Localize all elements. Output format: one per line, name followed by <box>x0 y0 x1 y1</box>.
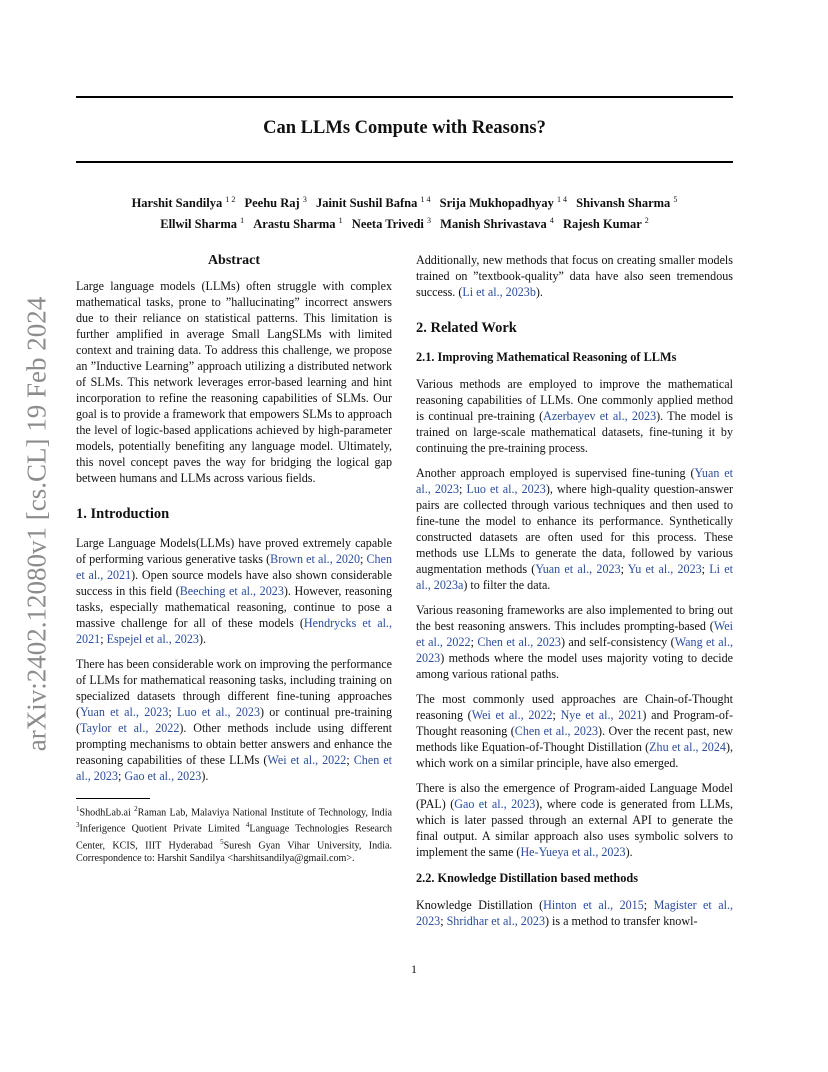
citation-link[interactable]: Wei et al., 2022 <box>416 619 733 649</box>
text-run: ), where code is generated from LLMs, which is later passed through an external API to generate the final output. A similar approach also uses symbolic solvers to implement the same ( <box>416 797 733 859</box>
section-heading-related-work: 2. Related Work <box>416 320 517 336</box>
paragraph <box>76 535 392 647</box>
text-run: ; <box>168 705 178 719</box>
citation-link[interactable]: Hinton et al., 2015 <box>543 898 644 912</box>
text-run: There is also the emergence of Program-aided Language Model (PAL) ( <box>416 781 733 811</box>
text-run: ; <box>552 708 561 722</box>
citation-link[interactable]: Gao et al., 2023 <box>124 769 202 783</box>
citation-link[interactable]: Chen et al., 2021 <box>76 552 392 582</box>
citation-link[interactable]: Yu et al., 2023 <box>627 562 702 576</box>
subsection-heading-2-2: 2.2. Knowledge Distillation based methods <box>416 871 639 885</box>
text-run: ). Open source models have also shown considerable success in this field ( <box>76 568 392 598</box>
paragraph <box>416 691 733 771</box>
citation-link[interactable]: He-Yueya et al., 2023 <box>520 845 626 859</box>
author: Neeta Trivedi $^3$ <box>351 216 432 232</box>
text-run: ) or continual pre-training ( <box>76 705 393 735</box>
citation-link[interactable]: Chen et al., 2023 <box>514 724 599 738</box>
citation-link[interactable]: Shridhar et al., 2023 <box>446 914 545 928</box>
footnote-marker: 4 <box>245 821 250 830</box>
text-run: ). <box>535 285 543 299</box>
left-column <box>76 253 392 865</box>
citation-link[interactable]: Wei et al., 2022 <box>471 708 553 722</box>
text-run: ; <box>470 635 478 649</box>
text-run: Knowledge Distillation ( <box>416 898 544 912</box>
text-run: Additionally, new methods that focus on creating smaller models trained on ”textbook-quality” data have also seen tremendous success. ( <box>416 253 733 299</box>
text-run: The most commonly used approaches are Chain-of-Thought reasoning ( <box>416 692 733 722</box>
text-run: ). However, reasoning tasks, especially mathematical reasoning, continue to pose a massive challenge for all of these models ( <box>76 584 392 630</box>
title-rule <box>76 161 733 163</box>
text-run: ; <box>360 552 367 566</box>
citation-link[interactable]: Wang et al., 2023 <box>416 635 733 665</box>
text-run: ; <box>118 769 125 783</box>
text-run: ShodhLab.ai <box>79 807 135 819</box>
citation-link[interactable]: Luo et al., 2023 <box>177 705 261 719</box>
abstract-heading: Abstract <box>207 253 261 268</box>
citation-link[interactable]: Li et al., 2023a <box>416 562 734 592</box>
citation-link[interactable]: Taylor et al., 2022 <box>80 721 180 735</box>
citation-link[interactable]: Magister et al., 2023 <box>416 898 734 928</box>
citation-link[interactable]: Yuan et al., 2023 <box>535 562 621 576</box>
text-run: ; <box>440 914 447 928</box>
paragraph <box>416 252 733 300</box>
page-number: 1 <box>411 962 417 976</box>
text-run: Large Language Models(LLMs) have proved extremely capable of performing various generative tasks ( <box>76 536 392 566</box>
text-run: ) and Program-of-Thought reasoning ( <box>416 708 733 738</box>
paper-title: Can LLMs Compute with Reasons? <box>263 118 546 138</box>
citation-link[interactable]: Nye et al., 2021 <box>560 708 643 722</box>
text-run: ; <box>346 753 354 767</box>
text-run: ; <box>459 482 467 496</box>
citation-link[interactable]: Zhu et al., 2024 <box>649 740 726 754</box>
text-run: ) to filter the data. <box>463 578 551 592</box>
author: Shivansh Sharma $^5$ <box>576 195 678 211</box>
right-column <box>416 252 733 938</box>
author: Ellwil Sharma $^1$ <box>160 216 245 232</box>
text-run: ; <box>620 562 628 576</box>
text-run: Various reasoning frameworks are also implemented to bring out the best reasoning answers. This includes prompting-based ( <box>416 603 733 633</box>
paragraph <box>416 376 733 456</box>
text-run: ) and self-consistency ( <box>560 635 675 649</box>
text-run: ). <box>198 632 206 646</box>
text-run: ), which work on a similar principle, have also emerged. <box>416 740 733 770</box>
top-rule <box>76 96 733 98</box>
author-list <box>76 191 733 233</box>
citation-link[interactable]: Espejel et al., 2023 <box>106 632 199 646</box>
author: Arastu Sharma $^1$ <box>253 216 343 232</box>
paragraph <box>416 897 733 929</box>
citation-link[interactable]: Wei et al., 2022 <box>267 753 347 767</box>
citation-link[interactable]: Chen et al., 2023 <box>76 753 392 783</box>
text-run: ; <box>701 562 710 576</box>
text-run: ). Over the recent past, new methods like Equation-of-Thought Distillation ( <box>416 724 734 754</box>
footnote-affiliations <box>76 803 392 865</box>
citation-link[interactable]: Li et al., 2023b <box>462 285 536 299</box>
citation-link[interactable]: Chen et al., 2023 <box>477 635 561 649</box>
subsection-heading-2-1: 2.1. Improving Mathematical Reasoning of LLMs <box>416 350 677 364</box>
arxiv-identifier: arXiv:2402.12080v1 [cs.CL] 19 Feb 2024 <box>21 296 52 752</box>
text-run: ). Other methods include using different prompting mechanisms to obtain better answers and enhance the reasoning capabilities of these LLMs ( <box>76 721 392 767</box>
text-run: Various methods are employed to improve the mathematical reasoning capabilities of LLMs. One commonly applied method is continual pre-training ( <box>416 377 733 423</box>
text-run: ; <box>643 898 654 912</box>
abstract-text: Large language models (LLMs) often struggle with complex mathematical tasks, prone to ”hallucinating” incorrect answers due to their reliance on statistical patterns. This limitation is further amplified in average Small LangSLMs with limited context and training data. To address this challenge, we propose an ”Inductive Learning” approach utilizing a distributed network of SLMs. This network leverages error-based learning and hint incorporation to refine the reasoning capabilities of SLMs. Our goal is to provide a framework that empowers SLMs to approach the level of logic-based applications achieved by high-parameter models, potentially benefiting any language model. Ultimately, this novel concept paves the way for bridging the logical gap between humans and LLMs across various fields. <box>76 279 392 485</box>
citation-link[interactable]: Azerbayev et al., 2023 <box>543 409 657 423</box>
footnote-marker: 3 <box>76 821 80 830</box>
citation-link[interactable]: Beeching et al., 2023 <box>179 584 284 598</box>
text-run: Inferigence Quotient Private Limited <box>79 823 246 835</box>
author: Peehu Raj $^3$ <box>244 195 307 211</box>
citation-link[interactable]: Yuan et al., 2023 <box>80 705 169 719</box>
author: Manish Shrivastava $^4$ <box>440 216 554 232</box>
author: Rajesh Kumar $^2$ <box>563 216 649 232</box>
footnote-marker: 1 <box>76 805 80 813</box>
section-heading-introduction: 1. Introduction <box>76 506 170 522</box>
text-run: Language Technologies Research Center, KCIS, IIIT Hyderabad <box>76 823 392 852</box>
text-run: ). The model is trained on large-scale mathematical datasets, fine-tuning it by continuing the pre-training process. <box>416 409 733 455</box>
text-run: There has been considerable work on improving the performance of LLMs for mathematical reasoning tasks, including training on specialized datasets through different fine-tuning approaches ( <box>76 657 392 719</box>
citation-link[interactable]: Yuan et al., 2023 <box>416 466 733 496</box>
paragraph <box>416 602 733 682</box>
citation-link[interactable]: Hendrycks et al., 2021 <box>76 616 392 646</box>
footnote-rule <box>76 798 150 799</box>
paragraph <box>416 465 733 593</box>
footnote-marker: 5 <box>220 837 224 846</box>
author: Harshit Sandilya $^{1 2}$ <box>131 195 236 211</box>
text-run: ) methods where the model uses majority voting to decide among various rational paths. <box>416 651 733 681</box>
paragraph <box>76 656 392 784</box>
text-run: ) is a method to transfer knowl- <box>545 914 698 928</box>
text-run: ; <box>100 632 107 646</box>
author: Srija Mukhopadhyay $^{1 4}$ <box>439 195 568 211</box>
citation-link[interactable]: Luo et al., 2023 <box>466 482 546 496</box>
text-run: ). <box>625 845 633 859</box>
footnote-marker: 2 <box>134 805 138 813</box>
author: Jainit Sushil Bafna $^{1 4}$ <box>315 195 431 211</box>
text-run: ). <box>201 769 209 783</box>
paragraph <box>416 780 733 860</box>
citation-link[interactable]: Brown et al., 2020 <box>270 552 361 566</box>
text-run: Another approach employed is supervised fine-tuning ( <box>416 466 695 480</box>
citation-link[interactable]: Gao et al., 2023 <box>454 797 536 811</box>
text-run: Suresh Gyan Vihar University, India. Correspondence to: Harshit Sandilya <harshitsandilya@gmail.com>. <box>76 840 393 865</box>
text-run: Raman Lab, Malaviya National Institute of Technology, India <box>137 807 393 819</box>
text-run: ), where high-quality question-answer pairs are collected through various techniques and then used to fine-tune the model to enhance its performance. Synthetically constructed datasets are often used for this process. These methods use LLMs to generate the data, followed by various augmentation methods ( <box>416 482 733 576</box>
